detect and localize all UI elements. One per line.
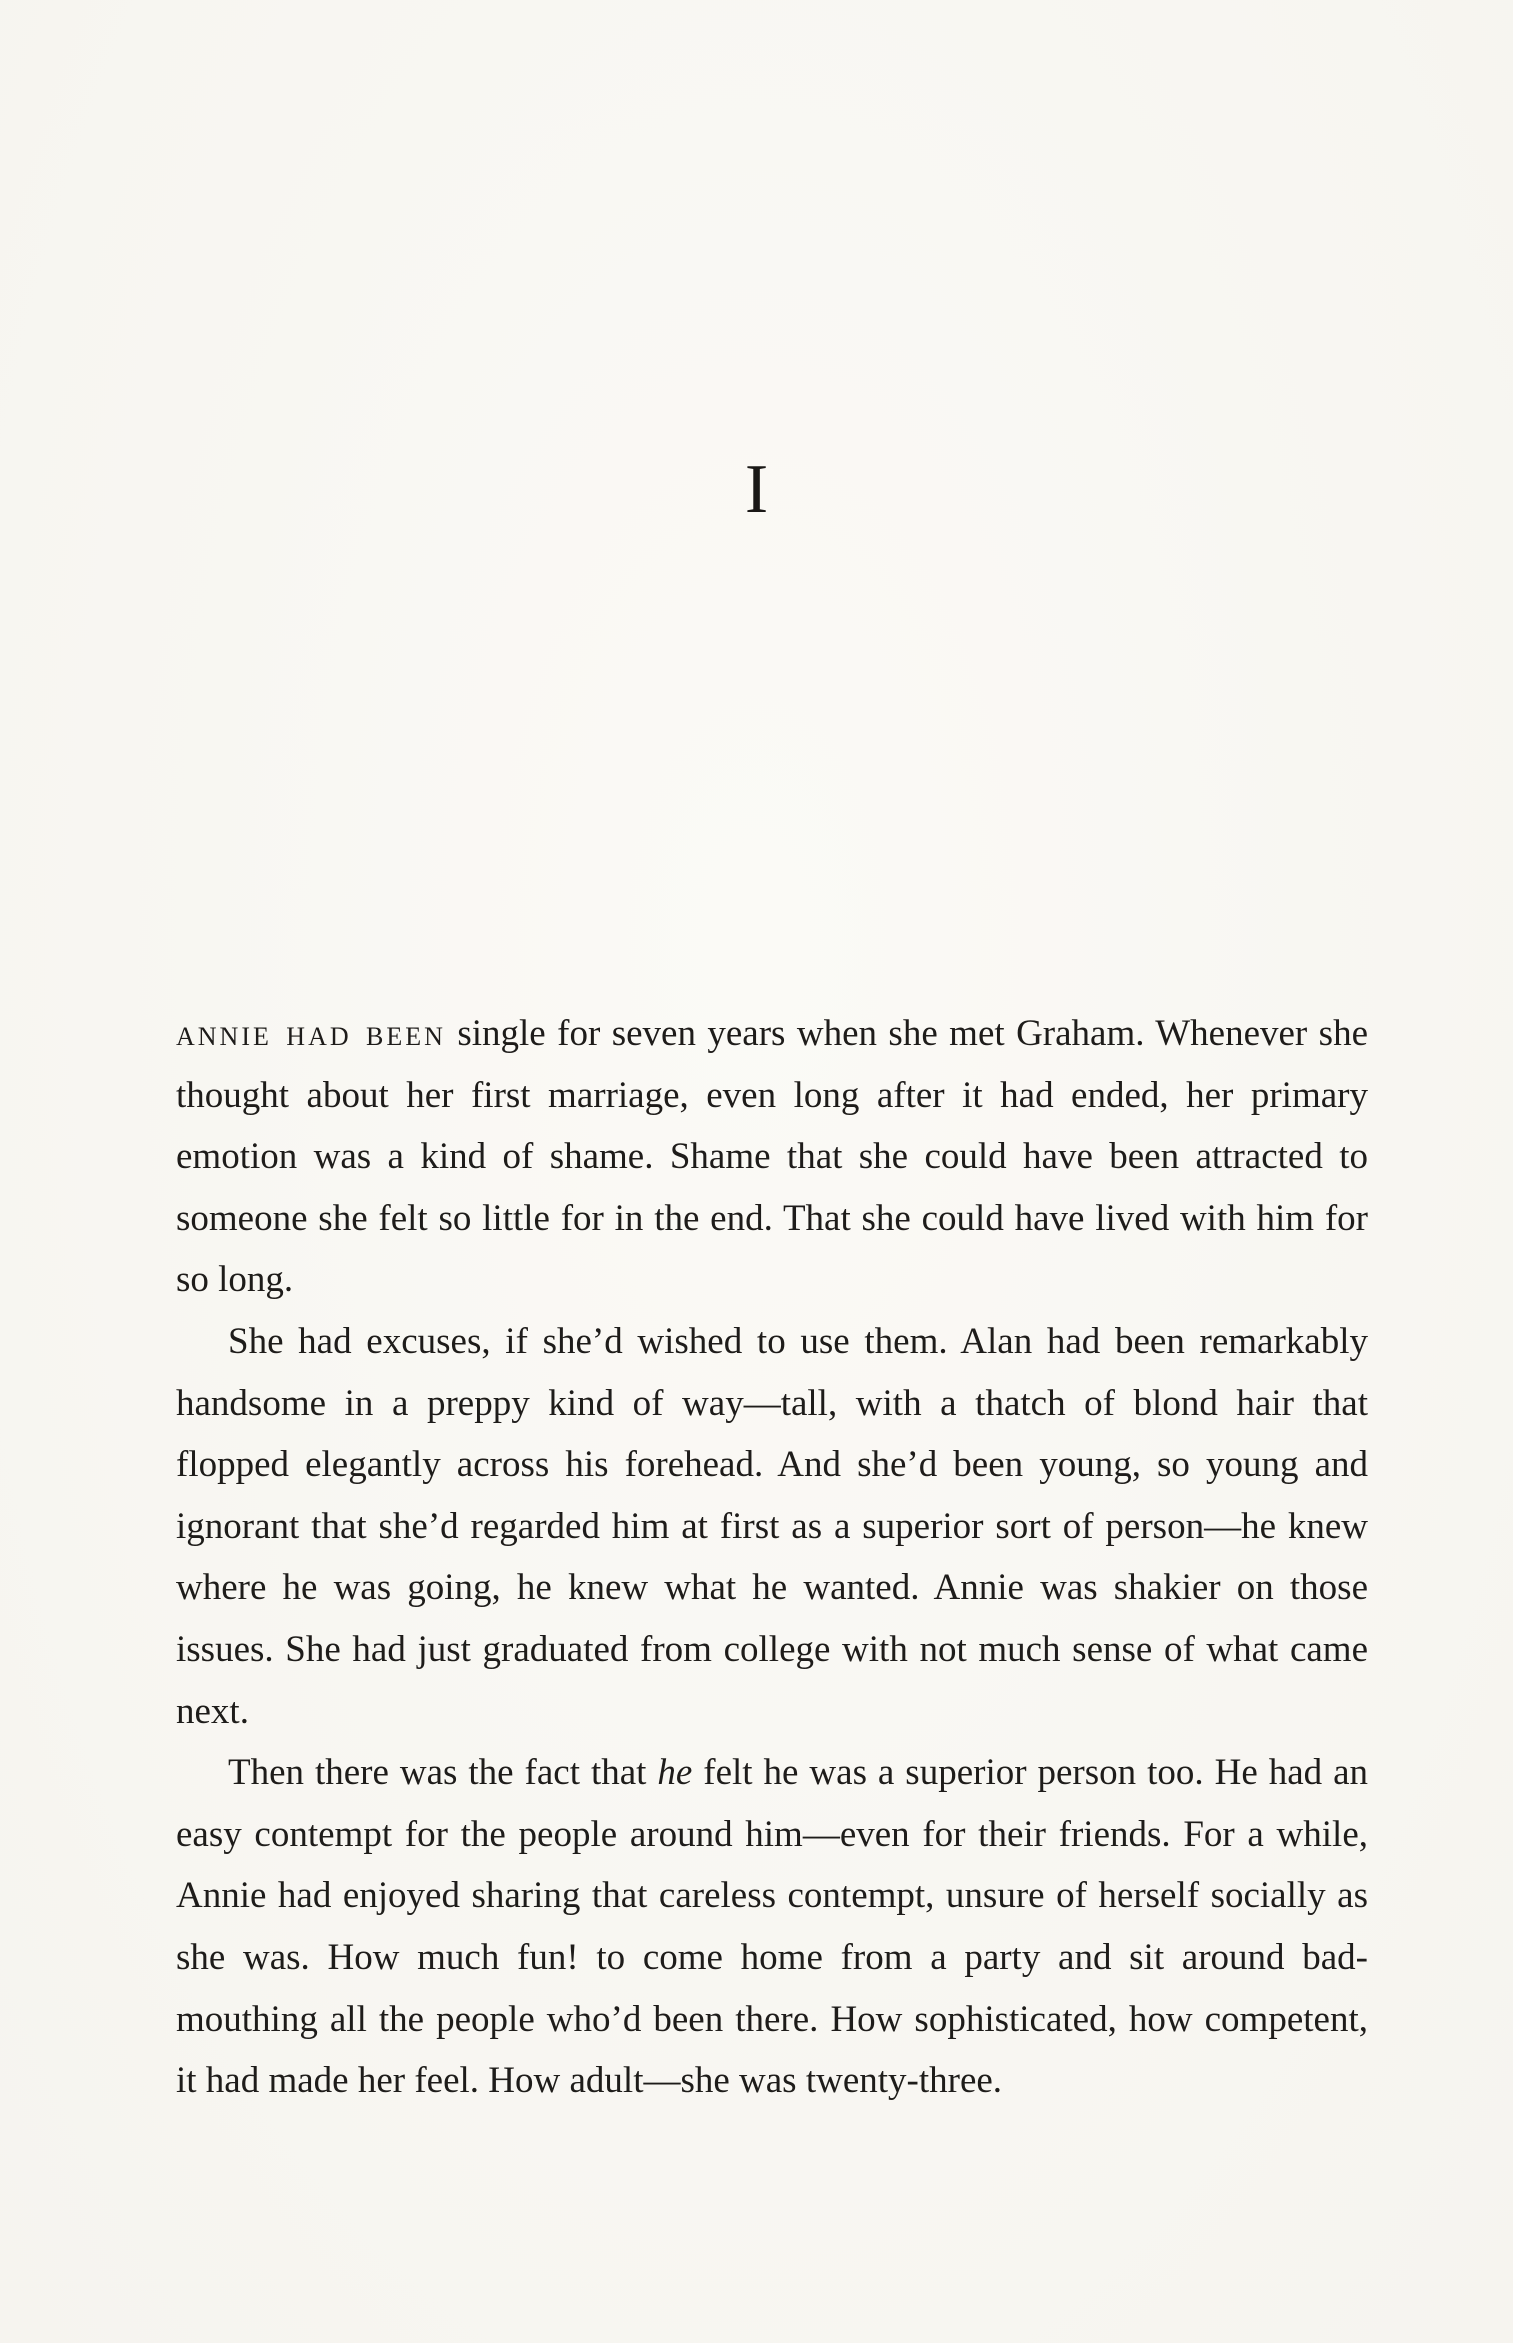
paragraph-3-text-after: felt he was a superior person too. He had an easy contempt for the people around him—even for their friends. For a while, Annie had enjoyed sharing that careless contempt, unsure of herself socially as she was. How much fun! to come home from a party and sit around bad-mouthing all the people who’d been there. How sophisticated, how competent, it had made her feel. How adult—she was twenty-three. bbox=[176, 1752, 1369, 2102]
chapter-number: I bbox=[744, 451, 769, 528]
lead-in-smallcaps: annie had been bbox=[176, 1013, 446, 1054]
paragraph-1 bbox=[176, 1003, 1368, 1311]
paragraph-2-text: She had excuses, if she’d wished to use them. Alan had been remarkably handsome in a preppy kind of way—tall, with a thatch of blond hair that flopped elegantly across his forehead. And she’d been young, so young and ignorant that she’d regarded him at first as a superior sort of person—he knew where he was going, he knew what he wanted. Annie was shakier on those issues. She had just graduated from college with not much sense of what came next. bbox=[176, 1320, 1368, 1732]
chapter-body bbox=[176, 1003, 1368, 2112]
paragraph-2 bbox=[176, 1311, 1368, 1742]
paragraph-1-text: single for seven years when she met Graham. Whenever she thought about her first marriage, even long after it had ended, her primary emotion was a kind of shame. Shame that she could have been attracted to someone she felt so little for in the end. That she could have lived with him for so long. bbox=[176, 1013, 1368, 1301]
paragraph-3 bbox=[176, 1742, 1368, 2112]
paragraph-3-italic-word: he bbox=[657, 1752, 693, 1794]
paragraph-3-text-before: Then there was the fact that bbox=[228, 1752, 658, 1794]
